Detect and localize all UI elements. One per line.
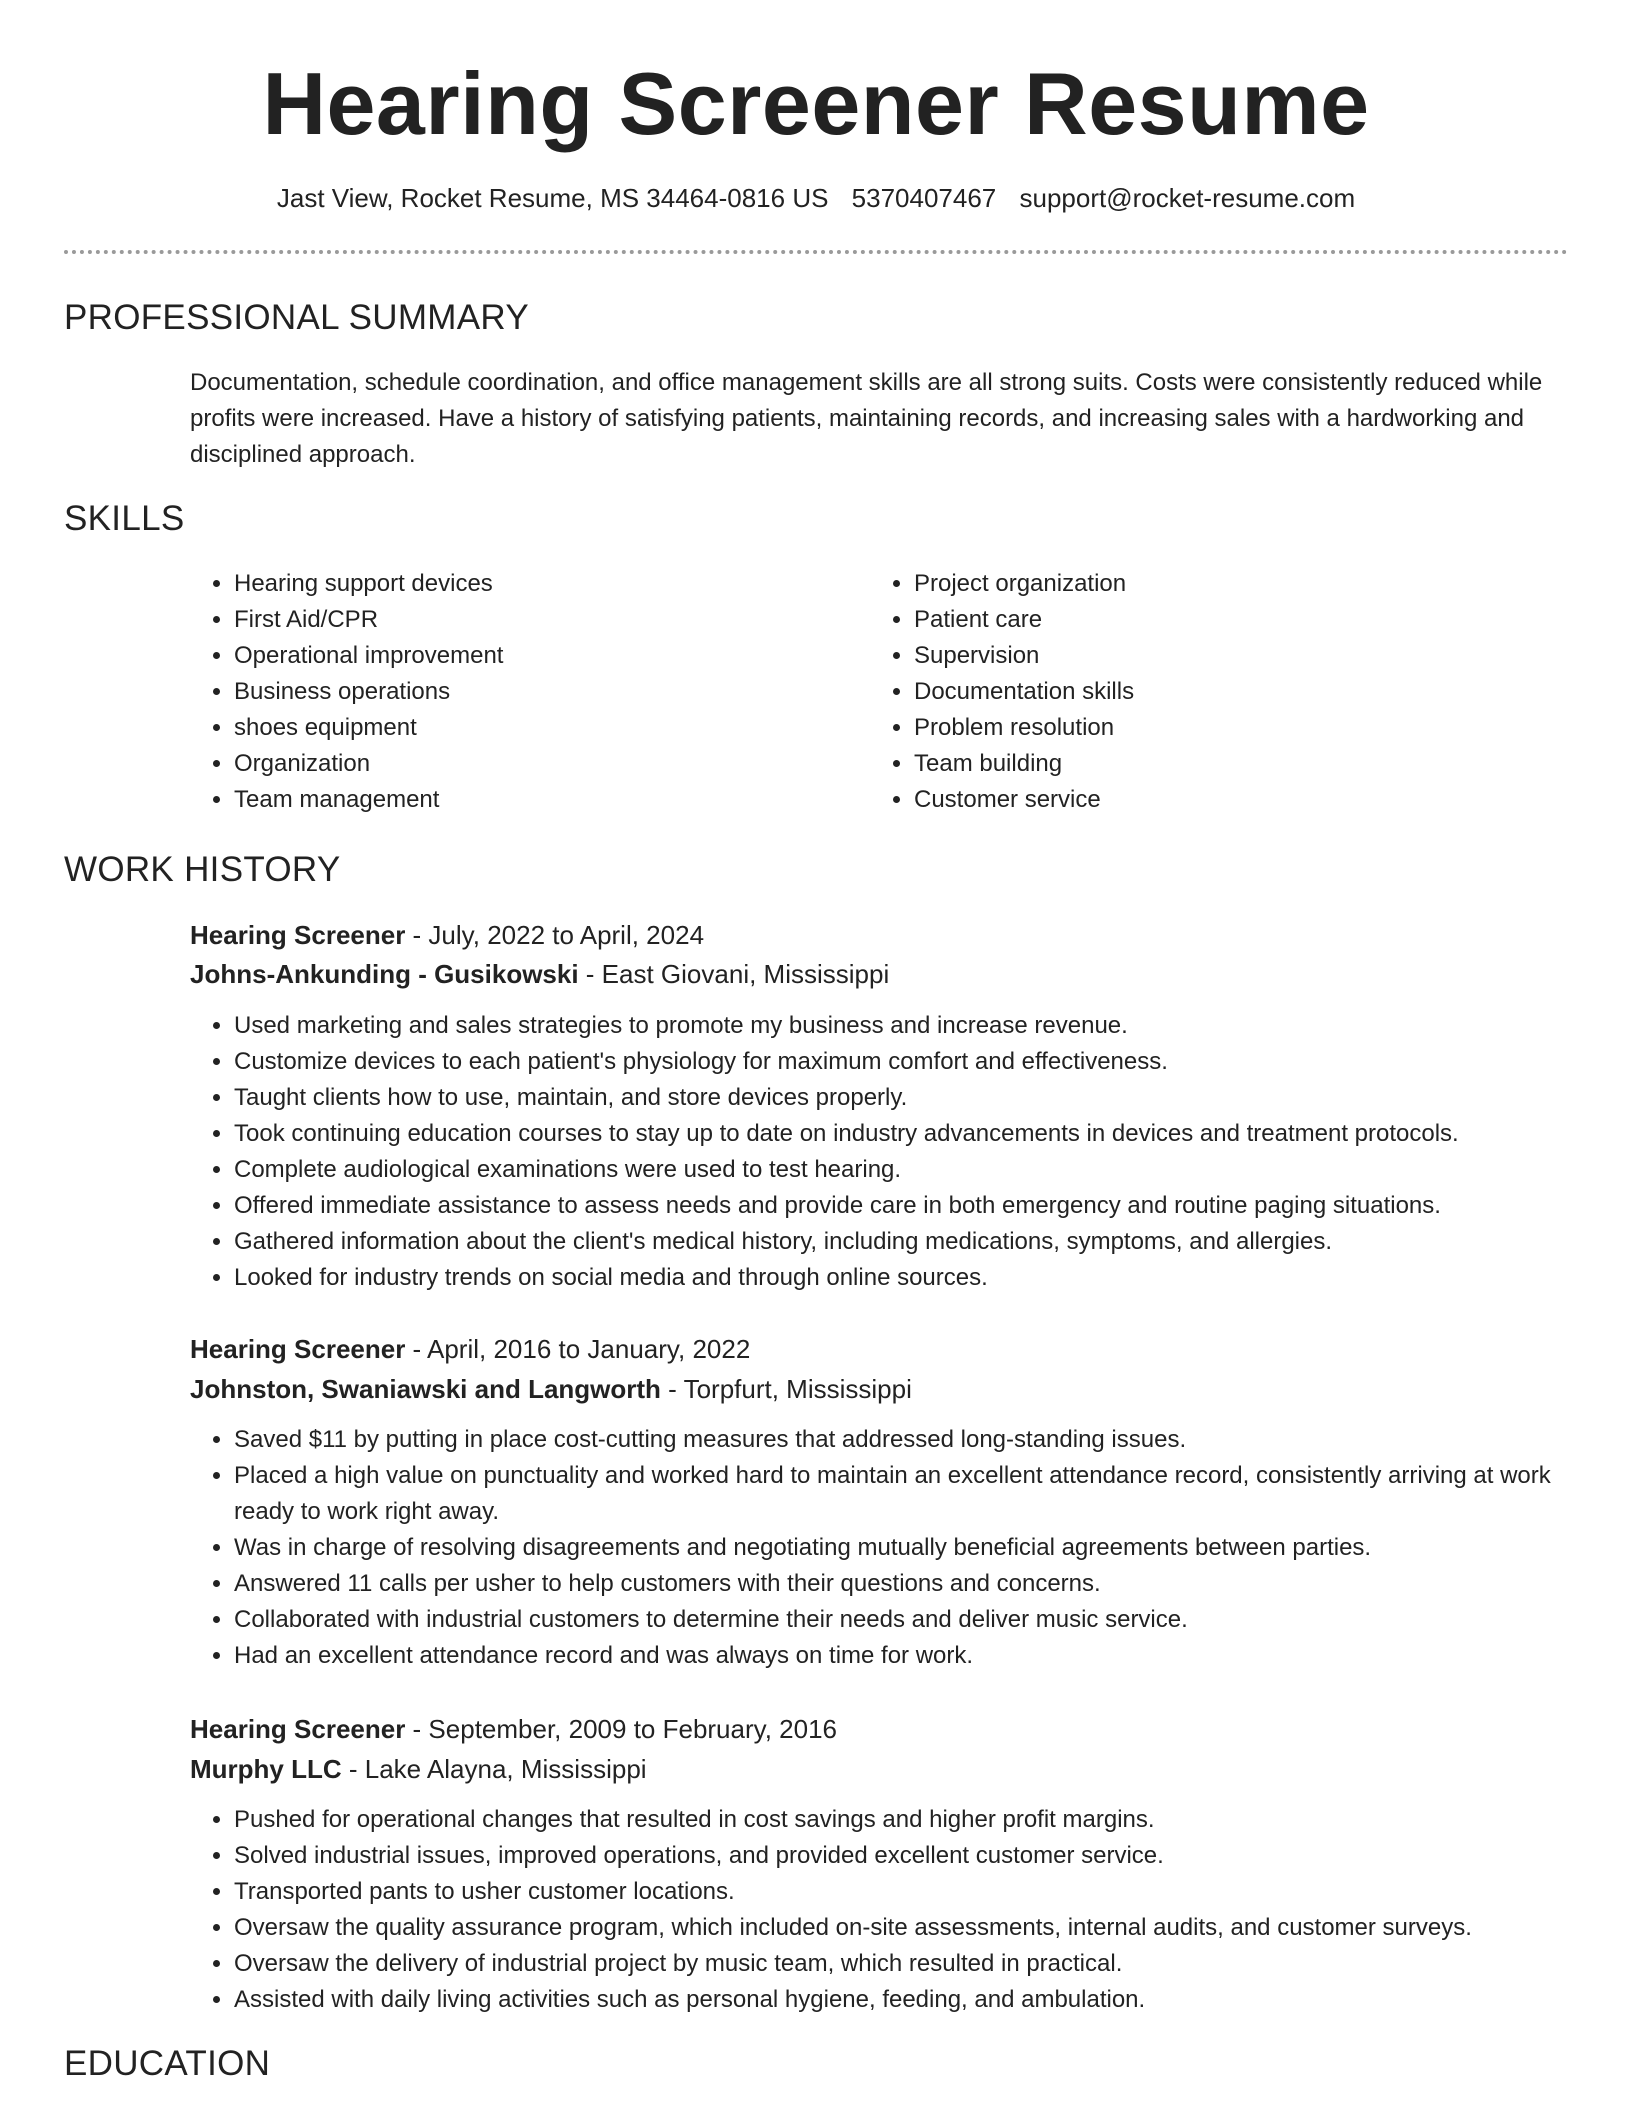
job-company-line (190, 1369, 912, 1409)
list-item: • Project organization (914, 566, 1534, 602)
list-item: • shoes equipment (234, 710, 854, 746)
list-item: • Team management (234, 782, 854, 818)
summary-text: Documentation, schedule coordination, and office management skills are all strong suits. Costs were consistently reduced while profits were increased. Have a history of satisfying patients, maintaining records, and increasing sales with a hardworking and disciplined approach. (190, 369, 1543, 468)
company-name: Johns-Ankunding - Gusikowski (190, 959, 579, 989)
job-dates: - July, 2022 to April, 2024 (405, 920, 705, 950)
list-item: • Collaborated with industrial customers to determine their needs and deliver music service. (234, 1602, 1614, 1638)
list-item: • Answered 11 calls per usher to help customers with their questions and concerns. (234, 1566, 1614, 1602)
list-item: • Team building (914, 746, 1534, 782)
list-item: • Transported pants to usher customer locations. (234, 1874, 1614, 1910)
list-item: • Supervision (914, 638, 1534, 674)
job-duties-list (190, 1008, 1614, 1296)
list-item: • Complete audiological examinations were used to test hearing. (234, 1152, 1614, 1188)
list-item: • Customize devices to each patient's physiology for maximum comfort and effectiveness. (234, 1044, 1614, 1080)
list-item: • Customer service (914, 782, 1534, 818)
list-item: • Assisted with daily living activities such as personal hygiene, feeding, and ambulation. (234, 1982, 1614, 2018)
company-location: - East Giovani, Mississippi (578, 959, 890, 989)
skills-heading: SKILLS (64, 499, 185, 538)
page-title: Hearing Screener Resume (262, 54, 1370, 153)
job-duties-list (190, 1802, 1614, 2018)
header-divider (64, 250, 1568, 254)
list-item: • Solved industrial issues, improved operations, and provided excellent customer service. (234, 1838, 1614, 1874)
skills-list-right (870, 566, 1534, 818)
list-item: • Took continuing education courses to stay up to date on industry advancements in devices and treatment protocols. (234, 1116, 1614, 1152)
job-title: Hearing Screener (190, 1334, 406, 1364)
job-title-line (190, 915, 704, 955)
list-item: • Used marketing and sales strategies to promote my business and increase revenue. (234, 1008, 1614, 1044)
job-title: Hearing Screener (190, 1714, 406, 1744)
education-heading: EDUCATION (64, 2044, 271, 2083)
list-item: • Organization (234, 746, 854, 782)
job-duties-list (190, 1422, 1614, 1674)
phone: 5370407467 (851, 183, 997, 213)
company-location: - Lake Alayna, Mississippi (341, 1754, 647, 1784)
list-item: • Operational improvement (234, 638, 854, 674)
work-history-heading: WORK HISTORY (64, 850, 341, 889)
skills-list-left (190, 566, 854, 818)
summary-heading: PROFESSIONAL SUMMARY (64, 298, 529, 337)
list-item: • Pushed for operational changes that resulted in cost savings and higher profit margins. (234, 1802, 1614, 1838)
job-dates: - September, 2009 to February, 2016 (405, 1714, 837, 1744)
list-item: • Saved $11 by putting in place cost-cutting measures that addressed long-standing issues. (234, 1422, 1614, 1458)
job-title-line (190, 1329, 750, 1369)
list-item: • Had an excellent attendance record and was always on time for work. (234, 1638, 1614, 1674)
list-item: • Patient care (914, 602, 1534, 638)
email-link[interactable]: support@rocket-resume.com (1019, 183, 1356, 213)
list-item: • Hearing support devices (234, 566, 854, 602)
contact-line (0, 178, 1632, 218)
job-dates: - April, 2016 to January, 2022 (405, 1334, 751, 1364)
list-item: • Problem resolution (914, 710, 1534, 746)
list-item: • Documentation skills (914, 674, 1534, 710)
job-title-line (190, 1709, 837, 1749)
job-title: Hearing Screener (190, 920, 406, 950)
company-name: Johnston, Swaniawski and Langworth (190, 1374, 661, 1404)
list-item: • Oversaw the quality assurance program, which included on-site assessments, internal audits, and customer surveys. (234, 1910, 1614, 1946)
job-company-line (190, 1749, 647, 1789)
list-item: • Gathered information about the client's medical history, including medications, symptoms, and allergies. (234, 1224, 1614, 1260)
list-item: • Oversaw the delivery of industrial project by music team, which resulted in practical. (234, 1946, 1614, 1982)
company-location: - Torpfurt, Mississippi (660, 1374, 912, 1404)
list-item: • Placed a high value on punctuality and worked hard to maintain an excellent attendance record, consistently arriving at work ready to work right away. (234, 1458, 1614, 1530)
list-item: • Looked for industry trends on social media and through online sources. (234, 1260, 1614, 1296)
list-item: • First Aid/CPR (234, 602, 854, 638)
list-item: • Offered immediate assistance to assess needs and provide care in both emergency and routine paging situations. (234, 1188, 1614, 1224)
company-name: Murphy LLC (190, 1754, 342, 1784)
list-item: • Was in charge of resolving disagreements and negotiating mutually beneficial agreements between parties. (234, 1530, 1614, 1566)
job-company-line (190, 954, 889, 994)
address: Jast View, Rocket Resume, MS 34464-0816 US (276, 183, 829, 213)
list-item: • Taught clients how to use, maintain, and store devices properly. (234, 1080, 1614, 1116)
list-item: • Business operations (234, 674, 854, 710)
